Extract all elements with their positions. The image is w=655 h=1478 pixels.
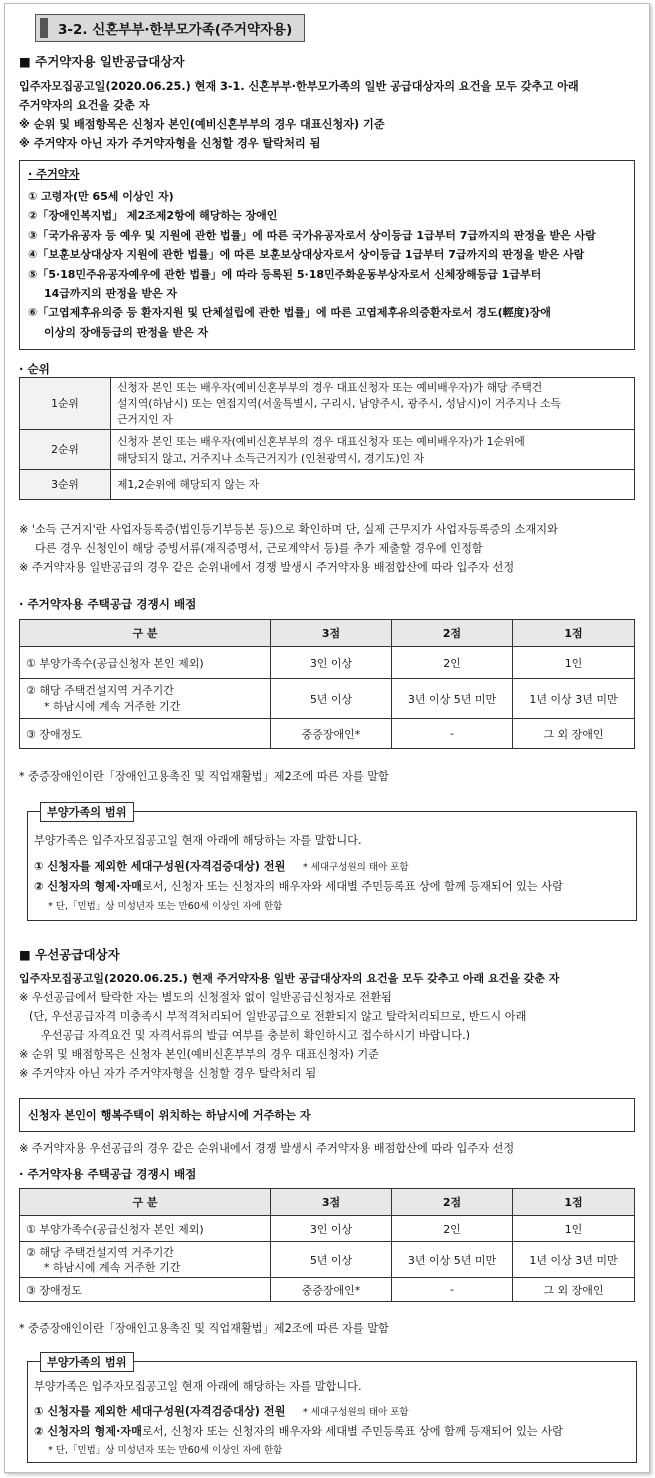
dependents-legend: 부양가족의 범위 — [40, 1352, 134, 1372]
score-cell: 1인 — [513, 647, 635, 679]
dependents-item-2-bold: ② 신청자의 형제·자매 — [34, 880, 142, 893]
rank-desc-line: 근거지인 자 — [117, 412, 173, 426]
dependents-item-1-note: * 세대구성원의 태아 포함 — [302, 1407, 409, 1418]
score-cell: 그 외 장애인 — [513, 1278, 635, 1302]
table-row — [20, 620, 635, 647]
score-header: 2점 — [392, 1189, 513, 1216]
score-category-note: * 하남시에 계속 거주한 기간 — [44, 699, 181, 713]
priority-supply-intro: 입주자모집공고일(2020.06.25.) 현재 주거약자용 일반 공급대상자의 요건을 모두 갖추고 아래 요건을 갖춘 자 — [19, 972, 560, 985]
severe-disability-note-2: * 중증장애인이란「장애인고용촉진 및 직업재활법」제2조에 따른 자를 말함 — [19, 1322, 389, 1335]
vulnerable-item: ① 고령자(만 65세 이상인 자) — [28, 190, 174, 203]
vulnerable-item: ⑥「고엽제후유의증 등 환자지원 및 단체설립에 관한 법률」에 따른 고엽제후유의증환자로서 경도(輕度)장애 — [28, 306, 551, 320]
dependents-legend: 부양가족의 범위 — [40, 802, 134, 822]
vulnerable-item: 이상의 장애등급의 판정을 받은 자 — [44, 325, 209, 339]
income-base-note-1: ※ '소득 근거지'란 사업자등록증(법인등기부등본 등)으로 확인하며 단, 실제 근무지가 사업자등록증의 소재지와 — [19, 523, 558, 536]
score-cell: 1년 이상 3년 미만 — [513, 1242, 635, 1278]
table-row — [20, 679, 635, 719]
score-cell: 3인 이상 — [271, 1216, 392, 1242]
dependents-item-2 — [34, 878, 563, 894]
rank-heading: · 순위 — [19, 362, 50, 376]
general-supply-intro-1: 입주자모집공고일(2020.06.25.) 현재 3-1. 신혼부부·한부모가족의 일반 공급대상자의 요건을 모두 갖추고 아래 — [19, 80, 579, 93]
dependents-item-2 — [34, 1423, 563, 1439]
vulnerable-item: 14급까지의 판정을 받은 자 — [44, 287, 178, 301]
score-category-line: ② 해당 주택건설지역 거주기간 — [26, 1245, 174, 1259]
table-row — [20, 378, 635, 430]
priority-note-2b: 우선공급 자격요건 및 자격서류의 발급 여부를 충분히 확인하시고 접수하시기 바랍니다.) — [41, 1029, 470, 1042]
general-supply-intro-2: 주거약자의 요건을 갖춘 자 — [19, 99, 150, 112]
priority-requirement-box — [19, 1098, 635, 1132]
vulnerable-item: ⑤「5·18민주유공자예우에 관한 법률」에 따라 등록된 5·18민주화운동부상자로서 신체장해등급 1급부터 — [28, 267, 542, 281]
dependents-item-2-text: 로서, 신청자 또는 신청자의 배우자와 세대별 주민등록표 상에 함께 등재되어 있는 사람 — [141, 880, 563, 893]
table-row — [20, 1189, 635, 1216]
score-category — [20, 679, 271, 719]
rank-desc-line: 신청자 본인 또는 배우자(예비신혼부부의 경우 대표신청자 또는 예비배우자)가 1순위에 — [117, 434, 525, 448]
priority-note-4: ※ 주거약자 아닌 자가 주거약자형을 신청할 경우 탈락처리 됨 — [19, 1067, 317, 1080]
general-supply-note-2: ※ 주거약자 아닌 자가 주거약자형을 신청할 경우 탈락처리 됨 — [19, 137, 321, 150]
table-row — [20, 1242, 635, 1278]
dependents-intro: 부양가족은 입주자모집공고일 현재 아래에 해당하는 자를 말합니다. — [34, 1380, 362, 1393]
score-category-line: ② 해당 주택건설지역 거주기간 — [26, 683, 174, 697]
score-category-note: * 하남시에 계속 거주한 기간 — [44, 1260, 181, 1274]
dependents-box-1 — [27, 806, 637, 921]
priority-rank-note: ※ 주거약자용 우선공급의 경우 같은 순위내에서 경쟁 발생시 주거약자용 배점합산에 따라 입주자 선정 — [19, 1142, 515, 1155]
score-header: 1점 — [513, 620, 635, 647]
title-accent-bar — [40, 18, 48, 38]
income-base-note-2: 다른 경우 신청인이 해당 증빙서류(재직증명서, 근로계약서 등)를 추가 제출할 경우에 인정함 — [35, 542, 483, 555]
priority-note-3: ※ 순위 및 배점항목은 신청자 본인(예비신혼부부의 경우 대표신청자) 기준 — [19, 1048, 379, 1061]
score-cell: 중증장애인* — [271, 1278, 392, 1302]
priority-supply-heading: ■ 우선공급대상자 — [19, 947, 120, 962]
dependents-item-2-text: 로서, 신청자 또는 신청자의 배우자와 세대별 주민등록표 상에 함께 등재되어 있는 사람 — [141, 1425, 563, 1438]
dependents-item-2-note: * 단,「민법」상 미성년자 또는 만60세 이상인 자에 한함 — [48, 1445, 283, 1456]
score-category — [20, 1242, 271, 1278]
rank-desc — [111, 430, 635, 470]
score-cell: 그 외 장애인 — [513, 719, 635, 749]
score-cell: - — [392, 1278, 513, 1302]
score-cell: 5년 이상 — [271, 679, 392, 719]
rank-table — [19, 377, 635, 500]
severe-disability-note-1: * 중증장애인이란「장애인고용촉진 및 직업재활법」제2조에 따른 자를 말함 — [19, 770, 389, 783]
score-category: ① 부양가족수(공급신청자 본인 제외) — [20, 647, 271, 679]
vulnerable-box-title: · 주거약자 — [28, 168, 80, 181]
dependents-item-1-note: * 세대구성원의 태아 포함 — [302, 862, 409, 873]
rank-label: 1순위 — [20, 378, 111, 430]
score-cell: 3년 이상 5년 미만 — [392, 1242, 513, 1278]
dependents-item-1-text: ① 신청자를 제외한 세대구성원(자격검증대상) 전원 — [34, 1405, 286, 1418]
rank-desc-line: 해당되지 않고, 거주지나 소득근거지가 (인천광역시, 경기도)인 자 — [117, 451, 425, 465]
table-row — [20, 430, 635, 470]
rank-label: 2순위 — [20, 430, 111, 470]
score-heading-2: · 주거약자용 주택공급 경쟁시 배점 — [19, 1167, 197, 1181]
score-cell: 중증장애인* — [271, 719, 392, 749]
dependents-item-1-text: ① 신청자를 제외한 세대구성원(자격검증대상) 전원 — [34, 860, 286, 873]
vulnerable-items — [28, 187, 632, 342]
rank-desc — [111, 378, 635, 430]
score-cell: 2인 — [392, 647, 513, 679]
general-rank-note: ※ 주거약자용 일반공급의 경우 같은 순위내에서 경쟁 발생시 주거약자용 배점합산에 따라 입주자 선정 — [19, 561, 515, 574]
table-row — [20, 1216, 635, 1242]
rank-label: 3순위 — [20, 470, 111, 500]
score-header: 구 분 — [20, 620, 271, 647]
priority-requirement: 신청자 본인이 행복주택이 위치하는 하남시에 거주하는 자 — [28, 1109, 311, 1122]
vulnerable-item: ②「장애인복지법」 제2조제2항에 해당하는 장애인 — [28, 209, 278, 223]
vulnerable-item: ③「국가유공자 등 예우 및 지원에 관한 법률」에 따른 국가유공자로서 상이등급 1급부터 7급까지의 판정을 받은 사람 — [28, 228, 596, 242]
dependents-intro: 부양가족은 입주자모집공고일 현재 아래에 해당하는 자를 말합니다. — [34, 834, 362, 847]
rank-desc: 제1,2순위에 해당되지 않는 자 — [111, 470, 635, 500]
table-row — [20, 719, 635, 749]
vulnerable-item: ④「보훈보상대상자 지원에 관한 법률」에 따른 보훈보상대상자로서 상이등급 1급부터 7급까지의 판정을 받은 사람 — [28, 248, 585, 262]
section-title-box — [35, 14, 305, 42]
general-supply-note-1: ※ 순위 및 배점항목은 신청자 본인(예비신혼부부의 경우 대표신청자) 기준 — [19, 118, 385, 131]
table-row — [20, 470, 635, 500]
score-cell: - — [392, 719, 513, 749]
score-cell: 3인 이상 — [271, 647, 392, 679]
dependents-item-2-note: * 단,「민법」상 미성년자 또는 만60세 이상인 자에 한함 — [48, 901, 283, 912]
score-category: ③ 장애정도 — [20, 719, 271, 749]
score-cell: 2인 — [392, 1216, 513, 1242]
score-header: 3점 — [271, 1189, 392, 1216]
rank-desc-line: 신청자 본인 또는 배우자(예비신혼부부의 경우 대표신청자 또는 예비배우자)가 해당 주택건 — [117, 380, 543, 394]
score-header: 구 분 — [20, 1189, 271, 1216]
priority-note-1: ※ 우선공급에서 탈락한 자는 별도의 신청절차 없이 일반공급신청자로 전환됨 — [19, 991, 392, 1004]
vulnerable-definition-box — [19, 160, 635, 350]
document-page — [4, 3, 650, 1473]
score-header: 2점 — [392, 620, 513, 647]
dependents-item-1 — [34, 1403, 409, 1419]
priority-note-2a: (단, 우선공급자격 미충족시 부적격처리되어 일반공급으로 전환되지 않고 탈락처리되므로, 반드시 아래 — [29, 1010, 527, 1023]
rank-desc-line: 설지역(하남시) 또는 연접지역(서울특별시, 구리시, 남양주시, 광주시, 성남시)이 거주지나 소득 — [117, 396, 561, 410]
score-cell: 5년 이상 — [271, 1242, 392, 1278]
score-cell: 1인 — [513, 1216, 635, 1242]
score-table-2 — [19, 1188, 635, 1302]
score-cell: 1년 이상 3년 미만 — [513, 679, 635, 719]
dependents-item-2-bold: ② 신청자의 형제·자매 — [34, 1425, 142, 1438]
table-row — [20, 647, 635, 679]
score-header: 1점 — [513, 1189, 635, 1216]
dependents-item-1 — [34, 858, 409, 874]
dependents-box-2 — [27, 1356, 637, 1463]
score-category: ③ 장애정도 — [20, 1278, 271, 1302]
general-supply-heading: ■ 주거약자용 일반공급대상자 — [19, 54, 185, 69]
score-category: ① 부양가족수(공급신청자 본인 제외) — [20, 1216, 271, 1242]
score-heading-1: · 주거약자용 주택공급 경쟁시 배점 — [19, 597, 197, 611]
score-cell: 3년 이상 5년 미만 — [392, 679, 513, 719]
score-table-1 — [19, 619, 635, 749]
section-title: 3-2. 신혼부부·한부모가족(주거약자용) — [58, 22, 293, 38]
score-header: 3점 — [271, 620, 392, 647]
table-row — [20, 1278, 635, 1302]
